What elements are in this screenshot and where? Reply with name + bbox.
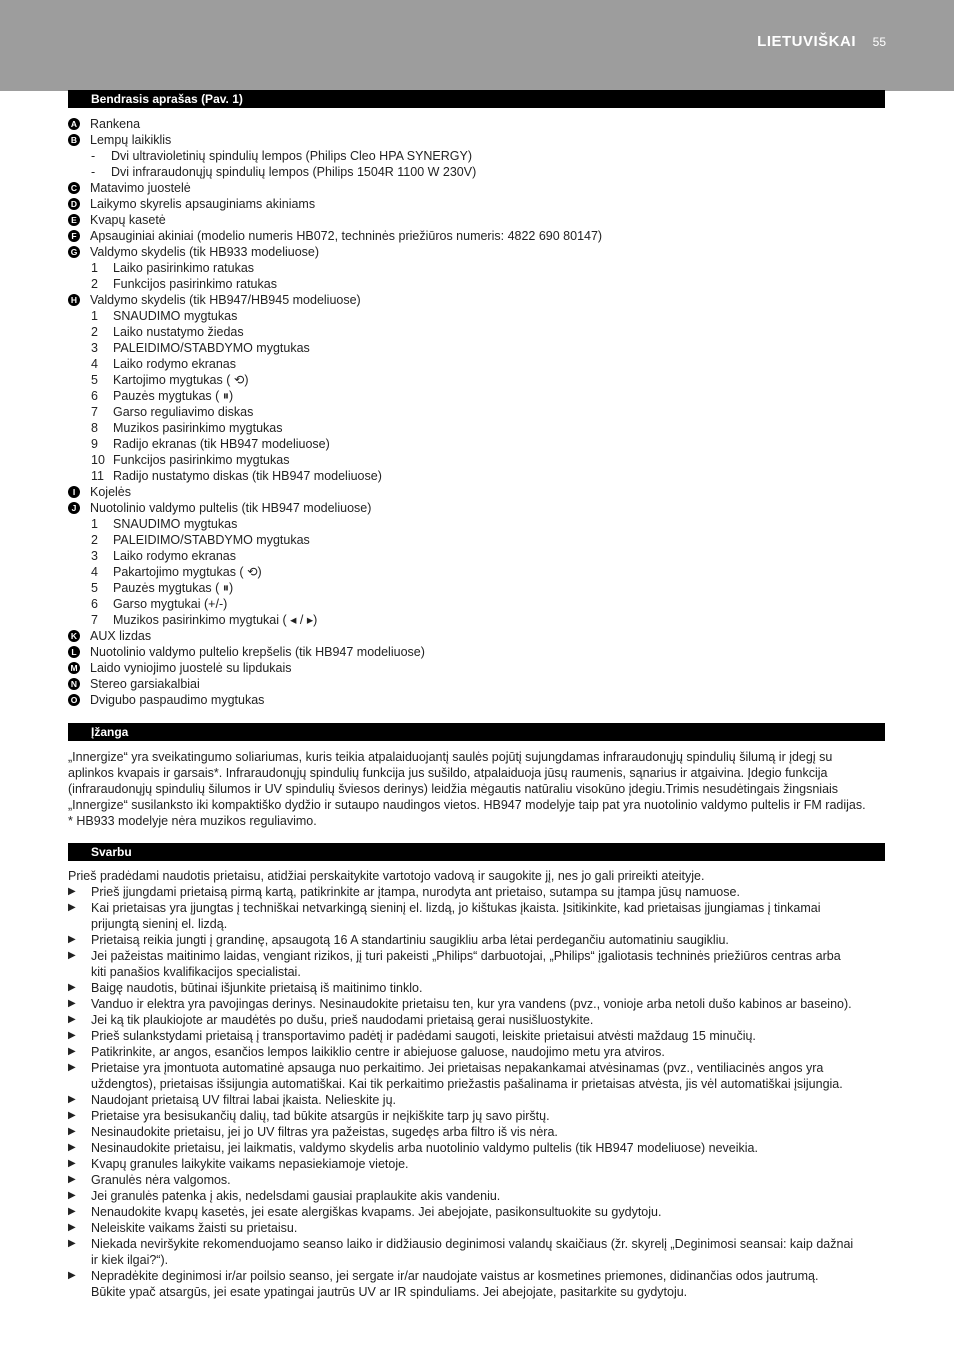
sub-item [68, 356, 888, 372]
bullet-marker: ▶ [68, 1062, 76, 1073]
list-item [68, 692, 888, 708]
letter-badge: H [68, 294, 80, 306]
bullet-item [68, 980, 890, 996]
list-item [68, 500, 888, 516]
sub-item-number: 6 [91, 389, 98, 403]
part-label: Stereo garsiakalbiai [90, 677, 200, 691]
part-label: Kojelės [90, 485, 131, 499]
sub-item [68, 164, 888, 180]
sub-item-label: Garso mygtukai (+/-) [113, 597, 228, 611]
sub-item [68, 388, 888, 404]
bullet-marker: ▶ [68, 1014, 76, 1025]
sub-item [68, 452, 888, 468]
bullet-item [68, 948, 890, 980]
bullet-text: Prieš sulankstydami prietaisą į transportavimo padėtį ir padėdami saugoti, leiskite prietaisui atvėsti maždaug 15 minučių. [91, 1029, 756, 1043]
list-item [68, 132, 888, 148]
language-label: LIETUVIŠKAI [757, 33, 856, 50]
sub-item-label: Garso reguliavimo diskas [113, 405, 254, 419]
bullet-text: Niekada neviršykite rekomenduojamo seanso laiko ir didžiausio deginimosi valandų skaičiaus (žr. skyrelį „Deginimosi seansai: kaip dažnai [91, 1237, 854, 1251]
sub-item-number: 1 [91, 517, 98, 531]
sub-item [68, 596, 888, 612]
bullet-text: kiti panašios kvalifikacijos specialistai. [91, 965, 301, 979]
bullet-item [68, 884, 890, 900]
sub-item [68, 372, 888, 388]
intro-line: „Innergize“ yra sveikatingumo soliariumas, kuris teikia atpalaiduojantį saulės pojūtį sujungdamas infraraudonųjų spindulių šilumą ir įdegį su [68, 750, 833, 764]
sub-item-number: 11 [91, 469, 104, 483]
bullet-item [68, 996, 890, 1012]
sub-item-number: 10 [91, 453, 105, 467]
bullet-marker: ▶ [68, 998, 76, 1009]
part-label: AUX lizdas [90, 629, 152, 643]
letter-badge: L [68, 646, 80, 658]
bullet-text: Neleiskite vaikams žaisti su prietaisu. [91, 1221, 298, 1235]
bullet-text: Nesinaudokite prietaisu, jei laikmatis, valdymo skydelis arba nuotolinio valdymo pultelis (tik HB947 modeliuose) neveikia. [91, 1141, 758, 1155]
sub-item-label: PALEIDIMO/STABDYMO mygtukas [113, 341, 310, 355]
bullet-marker: ▶ [68, 1126, 76, 1137]
bullet-item [68, 1220, 890, 1236]
dash-marker: - [91, 149, 96, 163]
bullet-marker: ▶ [68, 1238, 76, 1249]
sub-item [68, 532, 888, 548]
list-item [68, 244, 888, 260]
bullet-text: Prieš įjungdami prietaisą pirmą kartą, patikrinkite ar įtampa, nurodyta ant prietaiso, sutampa su įtampa jūsų namuose. [91, 885, 740, 899]
sub-item-label: Laiko rodymo ekranas [113, 357, 236, 371]
sub-item [68, 420, 888, 436]
bullet-text: Jei ką tik plaukiojote ar maudėtės po dušu, prieš naudodami prietaisą gerai nusišluostykite. [91, 1013, 594, 1027]
parts-list [68, 116, 888, 708]
bullet-text: Kai prietaisas yra įjungtas į techniškai netvarkingą sieninį el. lizdą, jo kištukas įkaista. Įsitikinkite, kad prietaisas įjungiamas į tinkamai [91, 901, 821, 915]
part-label: Kvapų kasetė [90, 213, 166, 227]
sub-item-label: Dvi ultravioletinių spindulių lempos (Philips Cleo HPA SYNERGY) [111, 149, 473, 163]
sub-item [68, 564, 888, 580]
bullet-text: Prietaise yra įmontuota automatinė apsauga nuo perkaitimo. Jei prietaisas nepakankamai atvėsinamas (pvz., ventiliacinės angos yra [91, 1061, 824, 1075]
bullet-marker: ▶ [68, 1158, 76, 1169]
bullet-text: ir kiek ilgai?“). [91, 1253, 169, 1267]
sub-item-label: Pakartojimo mygtukas ( ⟲) [113, 565, 262, 579]
bullet-item [68, 1268, 890, 1300]
part-label: Valdymo skydelis (tik HB947/HB945 modeliuose) [90, 293, 361, 307]
intro-paragraph [68, 749, 888, 829]
sub-item-number: 8 [91, 421, 98, 435]
sub-item-label: Radijo ekranas (tik HB947 modeliuose) [113, 437, 330, 451]
part-label: Nuotolinio valdymo pultelio krepšelis (tik HB947 modeliuose) [90, 645, 425, 659]
sub-item [68, 404, 888, 420]
sub-item-label: Laiko pasirinkimo ratukas [113, 261, 255, 275]
bullet-marker: ▶ [68, 1030, 76, 1041]
bullet-item [68, 1156, 890, 1172]
sub-item-number: 2 [91, 277, 98, 291]
part-label: Rankena [90, 117, 141, 131]
sub-item-number: 1 [91, 309, 98, 323]
bullet-text: Kvapų granules laikykite vaikams nepasiekiamoje vietoje. [91, 1157, 409, 1171]
sub-item [68, 308, 888, 324]
important-intro: Prieš pradėdami naudotis prietaisu, atidžiai perskaitykite vartotojo vadovą ir saugokite jį, nes jo gali prireikti ateityje. [68, 869, 705, 883]
page-number: 55 [872, 35, 886, 49]
bullet-item [68, 1188, 890, 1204]
bullet-text: Naudojant prietaisą UV filtrai labai įkaista. Nelieskite jų. [91, 1093, 397, 1107]
letter-badge: B [68, 134, 80, 146]
list-item [68, 644, 888, 660]
letter-badge: E [68, 214, 80, 226]
list-item [68, 660, 888, 676]
sub-item [68, 260, 888, 276]
letter-badge: C [68, 182, 80, 194]
bullet-text: Nenaudokite kvapų kasetės, jei esate alergiškas kvapams. Jei abejojate, pasikonsultuokite su gydytoju. [91, 1205, 662, 1219]
list-item [68, 212, 888, 228]
bullet-item [68, 932, 890, 948]
bullet-marker: ▶ [68, 1190, 76, 1201]
section-heading-intro: Įžanga [68, 723, 885, 741]
bullet-text: Prietaise yra besisukančių dalių, tad būkite atsargūs ir neįkiškite tarp jų savo pirštų. [91, 1109, 550, 1123]
sub-item-number: 6 [91, 597, 98, 611]
list-item [68, 116, 888, 132]
bullet-item [68, 1012, 890, 1028]
bullet-marker: ▶ [68, 1110, 76, 1121]
part-label: Dvigubo paspaudimo mygtukas [90, 693, 265, 707]
letter-badge: N [68, 678, 80, 690]
sub-item-number: 1 [91, 261, 98, 275]
bullet-marker: ▶ [68, 1270, 76, 1281]
sub-item-number: 5 [91, 581, 98, 595]
sub-item-label: Muzikos pasirinkimo mygtukas [113, 421, 283, 435]
bullet-item [68, 1124, 890, 1140]
letter-badge: M [68, 662, 80, 674]
bullet-text: Vanduo ir elektra yra pavojingas derinys. Nesinaudokite prietaisu ten, kur yra vandens (pvz., vonioje arba netoli dušo kabinos ar baseino). [91, 997, 852, 1011]
bullet-text: Jei granulės patenka į akis, nedelsdami gausiai praplaukite akis vandeniu. [91, 1189, 501, 1203]
sub-item-number: 5 [91, 373, 98, 387]
list-item [68, 628, 888, 644]
list-item [68, 676, 888, 692]
sub-item [68, 324, 888, 340]
sub-item-number: 3 [91, 549, 98, 563]
sub-item-number: 2 [91, 325, 98, 339]
sub-item-number: 9 [91, 437, 98, 451]
sub-item [68, 148, 888, 164]
bullet-item [68, 1140, 890, 1156]
bullet-text: Nepradėkite deginimosi ir/ar poilsio seanso, jei sergate ir/ar naudojate vaistus ar kosmetines priemones, didinančias odos jautrumą. [91, 1269, 819, 1283]
sub-item-number: 4 [91, 565, 98, 579]
sub-item [68, 612, 888, 628]
sub-item [68, 436, 888, 452]
bullet-text: Granulės nėra valgomos. [91, 1173, 231, 1187]
header-bar [0, 0, 954, 91]
bullet-item [68, 1108, 890, 1124]
part-label: Lempų laikiklis [90, 133, 172, 147]
bullet-item [68, 1172, 890, 1188]
intro-line: (infraraudonųjų spindulių šilumos ir UV spindulių šviesos derinys) leidžia mėgautis natūraliu visokūno įdegiu.Trimis nesudėtingais žingsniais [68, 782, 839, 796]
important-section [68, 868, 890, 1300]
bullet-marker: ▶ [68, 1222, 76, 1233]
letter-badge: J [68, 502, 80, 514]
bullet-marker: ▶ [68, 1094, 76, 1105]
letter-badge: D [68, 198, 80, 210]
sub-item-label: SNAUDIMO mygtukas [113, 309, 238, 323]
intro-line: * HB933 modelyje nėra muzikos reguliavimo. [68, 814, 317, 828]
sub-item [68, 580, 888, 596]
bullet-marker: ▶ [68, 1142, 76, 1153]
sub-item-label: SNAUDIMO mygtukas [113, 517, 238, 531]
list-item [68, 228, 888, 244]
sub-item-label: Kartojimo mygtukas ( ⟲) [113, 373, 249, 387]
sub-item-number: 4 [91, 357, 98, 371]
part-label: Matavimo juostelė [90, 181, 191, 195]
part-label: Valdymo skydelis (tik HB933 modeliuose) [90, 245, 320, 259]
letter-badge: O [68, 694, 80, 706]
list-item [68, 292, 888, 308]
part-label: Laikymo skyrelis apsauginiams akiniams [90, 197, 316, 211]
list-item [68, 180, 888, 196]
bullet-marker: ▶ [68, 902, 76, 913]
bullet-text: uždengtos), prietaisas išsijungia automatiškai. Kai tik perkaitimo priežastis pašalinama ir prietaisas atvėsta, jis vėl automatiškai įsijungia. [91, 1077, 843, 1091]
letter-badge: A [68, 118, 80, 130]
sub-item-label: Dvi infraraudonųjų spindulių lempos (Philips 1504R 1100 W 230V) [111, 165, 477, 179]
sub-item-label: Pauzės mygtukas ( ⏸) [113, 389, 234, 403]
bullet-marker: ▶ [68, 950, 76, 961]
bullet-text: Prietaisą reikia jungti į grandinę, apsaugotą 16 A standartiniu saugikliu arba lėtai perdegančiu automatiniu saugikliu. [91, 933, 729, 947]
sub-item [68, 548, 888, 564]
sub-item [68, 516, 888, 532]
bullet-marker: ▶ [68, 1046, 76, 1057]
part-label: Laido vyniojimo juostelė su lipdukais [90, 661, 292, 675]
sub-item [68, 468, 888, 484]
letter-badge: K [68, 630, 80, 642]
sub-item-label: Funkcijos pasirinkimo ratukas [113, 277, 277, 291]
bullet-text: Baigę naudotis, būtinai išjunkite prietaisą iš maitinimo tinklo. [91, 981, 423, 995]
sub-item [68, 340, 888, 356]
dash-marker: - [91, 165, 96, 179]
bullet-marker: ▶ [68, 1174, 76, 1185]
sub-item-label: Muzikos pasirinkimo mygtukai ( ◂ / ▸) [113, 613, 318, 627]
sub-item-label: Funkcijos pasirinkimo mygtukas [113, 453, 290, 467]
letter-badge: G [68, 246, 80, 258]
sub-item [68, 276, 888, 292]
bullet-item [68, 900, 890, 932]
section-heading-important: Svarbu [68, 843, 885, 861]
bullet-marker: ▶ [68, 982, 76, 993]
sub-item-label: Pauzės mygtukas ( ⏸) [113, 581, 234, 595]
sub-item-number: 3 [91, 341, 98, 355]
bullet-item [68, 1092, 890, 1108]
part-label: Nuotolinio valdymo pultelis (tik HB947 modeliuose) [90, 501, 372, 515]
sub-item-label: Radijo nustatymo diskas (tik HB947 modeliuose) [113, 469, 382, 483]
bullet-text: Nesinaudokite prietaisu, jei jo UV filtras yra pažeistas, sugedęs arba filtro iš vis nėra. [91, 1125, 558, 1139]
intro-line: „Innergize“ susilanksto iki kompaktiško dydžio ir sutaupo naudingos vietos. HB947 modelyje taip pat yra nuotolinio valdymo pultelis ir FM radijas. [68, 798, 866, 812]
list-item [68, 484, 888, 500]
sub-item-number: 7 [91, 613, 98, 627]
letter-badge: F [68, 230, 80, 242]
bullet-item [68, 1044, 890, 1060]
bullet-text: Jei pažeistas maitinimo laidas, vengiant rizikos, jį turi pakeisti „Philips“ darbuotojai, „Philips“ įgaliotasis techninės priežiūros centras arba [91, 949, 841, 963]
sub-item-number: 7 [91, 405, 98, 419]
bullet-marker: ▶ [68, 886, 76, 897]
bullet-item [68, 1236, 890, 1268]
bullet-text: prijungtą sieninį el. lizdą. [91, 917, 228, 931]
bullet-text: Būkite ypač atsargūs, jei esate ypatingai jautrūs UV ar IR spinduliams. Jei abejojate, pasitarkite su gydytoju. [91, 1285, 688, 1299]
sub-item-number: 2 [91, 533, 98, 547]
bullet-item [68, 1028, 890, 1044]
part-label: Apsauginiai akiniai (modelio numeris HB072, techninės priežiūros numeris: 4822 690 80147) [90, 229, 603, 243]
bullet-marker: ▶ [68, 934, 76, 945]
section-heading-general: Bendrasis aprašas (Pav. 1) [68, 90, 885, 108]
bullet-marker: ▶ [68, 1206, 76, 1217]
list-item [68, 196, 888, 212]
bullet-item [68, 1204, 890, 1220]
sub-item-label: Laiko nustatymo žiedas [113, 325, 244, 339]
sub-item-label: PALEIDIMO/STABDYMO mygtukas [113, 533, 310, 547]
sub-item-label: Laiko rodymo ekranas [113, 549, 236, 563]
bullet-item [68, 1060, 890, 1092]
letter-badge: I [68, 486, 80, 498]
intro-line: aplinkos kvapais ir garsais*. Infraraudonųjų spindulių funkcija jus sušildo, atpalaiduoja jūsų raumenis, sąnarius ir atgaivina. Įdegio funkcija [68, 766, 828, 780]
bullet-text: Patikrinkite, ar angos, esančios lempos laikiklio centre ir abiejuose galuose, naudojimo metu yra atviros. [91, 1045, 665, 1059]
